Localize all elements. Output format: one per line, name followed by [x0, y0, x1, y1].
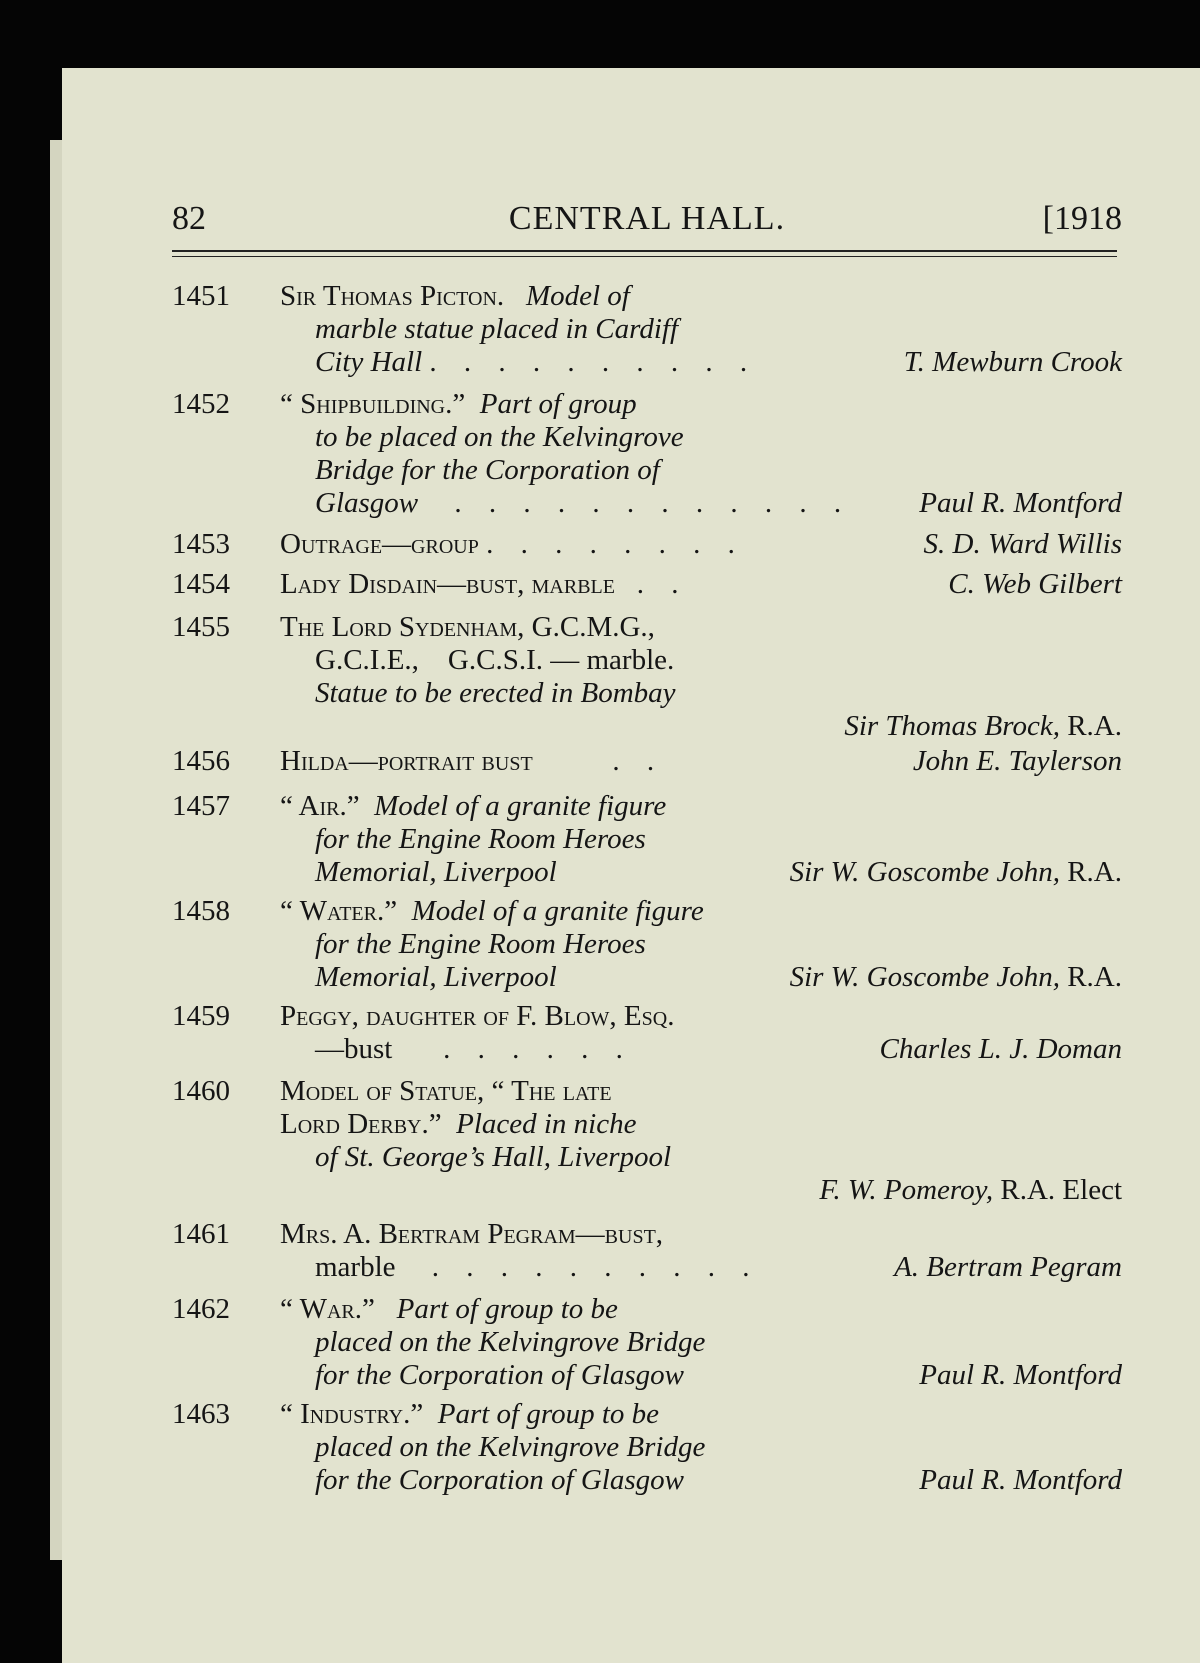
entry-desc: Placed in niche: [456, 1108, 637, 1140]
leader-dots: . . . . . .: [443, 1033, 633, 1065]
leader-dots: . . . . . . . . . .: [429, 346, 758, 378]
entry-desc: Model of a granite figure: [374, 790, 667, 822]
artist-name: F. W. Pomeroy,: [819, 1174, 994, 1206]
artist-honour: R.A.: [1067, 961, 1122, 993]
entry-desc: of St. George’s Hall, Liverpool: [315, 1141, 672, 1173]
entry-title: Mrs. A. Bertram Pegram—bust,: [280, 1218, 664, 1250]
entry-desc: Glasgow: [315, 487, 419, 519]
entry-number: 1452: [172, 388, 230, 420]
entry-desc: marble: [315, 1251, 396, 1283]
entry-title: “ Shipbuilding.”: [280, 388, 466, 420]
entry-desc: Model of a granite figure: [411, 895, 704, 927]
leader-dots: . . . . . . . . . . . .: [454, 487, 852, 519]
catalogue-entry: [172, 1293, 1122, 1398]
artist-name: John E. Taylerson: [912, 745, 1122, 777]
entry-desc: Part of group to be: [396, 1293, 618, 1325]
entry-title: Outrage—group: [280, 528, 479, 560]
entry-number: 1461: [172, 1218, 230, 1250]
catalogue-entry: [172, 1075, 1122, 1215]
entry-number: 1457: [172, 790, 230, 822]
catalogue-entry: [172, 790, 1122, 895]
entry-title: Model of Statue, “ The late: [280, 1075, 612, 1107]
artist-name: Sir W. Goscombe John,: [789, 856, 1060, 888]
entry-title: “ Air.”: [280, 790, 360, 822]
page-title: CENTRAL HALL.: [508, 200, 786, 237]
artist-name: C. Web Gilbert: [948, 568, 1122, 600]
artist-name: S. D. Ward Willis: [923, 528, 1122, 560]
entry-desc: —bust: [315, 1033, 393, 1065]
entry-desc: to be placed on the Kelvingrove: [315, 421, 684, 453]
artist-honour: R.A.: [1067, 710, 1122, 742]
entry-number: 1462: [172, 1293, 230, 1325]
entry-title: Lord Derby.”: [280, 1108, 442, 1140]
entry-desc: for the Engine Room Heroes: [315, 928, 646, 960]
leader-dots: . .: [636, 568, 689, 600]
page-edge: [50, 140, 62, 1560]
artist-name: Paul R. Montford: [919, 1464, 1122, 1496]
entry-desc: Model of: [525, 280, 630, 312]
entry-number: 1453: [172, 528, 230, 560]
entry-number: 1455: [172, 611, 230, 643]
artist-honour: R.A.: [1067, 856, 1122, 888]
artist-name: Sir W. Goscombe John,: [789, 961, 1060, 993]
entry-number: 1459: [172, 1000, 230, 1032]
entry-number: 1460: [172, 1075, 230, 1107]
artist-name: Paul R. Montford: [919, 1359, 1122, 1391]
entry-desc: placed on the Kelvingrove Bridge: [315, 1431, 706, 1463]
running-header: [172, 200, 1122, 240]
catalogue-entry: [172, 895, 1122, 1000]
catalogue-entry: [172, 1000, 1122, 1072]
entry-number: 1458: [172, 895, 230, 927]
entry-title: “ Industry.”: [280, 1398, 424, 1430]
entry-desc: Memorial, Liverpool: [315, 961, 557, 993]
catalogue-entry: [172, 528, 1122, 564]
entry-title: “ War.”: [280, 1293, 375, 1325]
artist-name: T. Mewburn Crook: [903, 346, 1122, 378]
entry-title: Peggy, daughter of F. Blow, Esq.: [280, 1000, 675, 1032]
leader-dots: . .: [612, 745, 665, 777]
catalogue-entry: [172, 568, 1122, 604]
entry-desc: for the Corporation of Glasgow: [315, 1464, 684, 1496]
artist-name: Charles L. J. Doman: [879, 1033, 1122, 1065]
entry-title: Sir Thomas Picton.: [280, 280, 505, 312]
entry-desc: City Hall: [315, 346, 423, 378]
entry-number: 1454: [172, 568, 230, 600]
artist-honour: R.A. Elect: [1000, 1174, 1122, 1206]
header-year: [1918: [1042, 200, 1122, 237]
artist-name: Sir Thomas Brock,: [844, 710, 1060, 742]
header-rule-thin: [172, 256, 1117, 257]
entry-title: Lady Disdain—bust, marble: [280, 568, 615, 600]
entry-desc: Part of group: [479, 388, 637, 420]
catalogue-entry: [172, 745, 1122, 781]
leader-dots: . . . . . . . .: [486, 528, 745, 560]
entry-desc: Bridge for the Corporation of: [315, 454, 660, 486]
leader-dots: . . . . . . . . . .: [431, 1251, 760, 1283]
catalogue-entry: [172, 280, 1122, 380]
artist-name: Paul R. Montford: [919, 487, 1122, 519]
entry-desc: marble statue placed in Cardiff: [315, 313, 679, 345]
catalogue-entry: [172, 611, 1122, 751]
entry-desc: Memorial, Liverpool: [315, 856, 557, 888]
entry-desc: placed on the Kelvingrove Bridge: [315, 1326, 706, 1358]
artist-name: A. Bertram Pegram: [894, 1251, 1122, 1283]
catalogue-entry: [172, 1218, 1122, 1290]
entry-number: 1456: [172, 745, 230, 777]
catalogue-entry: [172, 1398, 1122, 1503]
entry-desc: Part of group to be: [437, 1398, 660, 1430]
entry-title: The Lord Sydenham, G.C.M.G.,: [280, 611, 655, 643]
entry-desc: Statue to be erected in Bombay: [315, 677, 676, 709]
entry-number: 1451: [172, 280, 230, 312]
page-number: 82: [172, 200, 206, 237]
entry-desc: for the Corporation of Glasgow: [315, 1359, 684, 1391]
entry-desc: for the Engine Room Heroes: [315, 823, 646, 855]
header-rule: [172, 250, 1117, 252]
entry-number: 1463: [172, 1398, 230, 1430]
entry-title: “ Water.”: [280, 895, 398, 927]
entry-title: Hilda—portrait bust: [280, 745, 533, 777]
entry-desc: G.C.I.E., G.C.S.I. — marble.: [315, 644, 675, 676]
